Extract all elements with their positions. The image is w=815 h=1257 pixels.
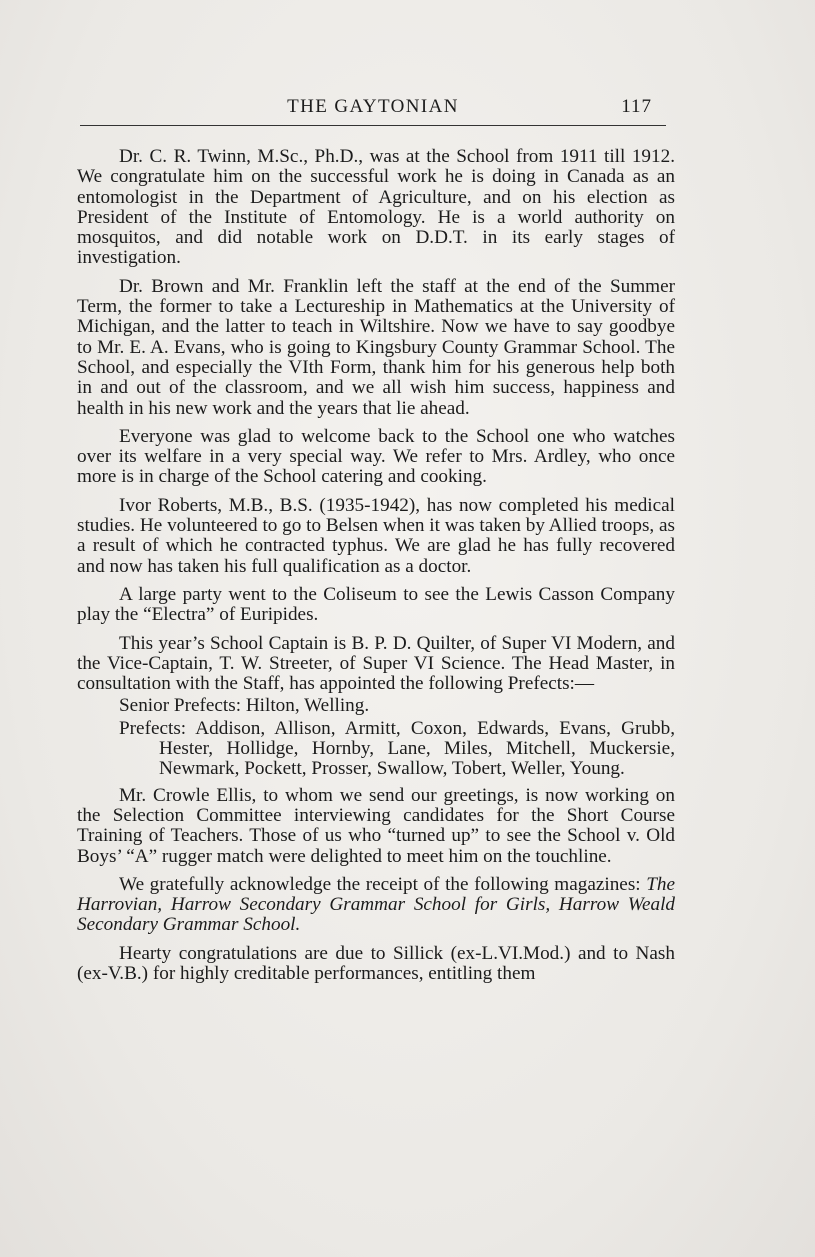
- paragraph-mrs-ardley: Everyone was glad to welcome back to the School one who watches over its welfare in a very special way. We refer to Mrs. Ardley, who once more is in charge of the School catering and cooking.: [77, 425, 675, 488]
- prefects-list: Prefects: Addison, Allison, Armitt, Coxon, Edwards, Evans, Grubb, Hester, Hollidge, Hornby, Lane, Miles, Mitchell, Muckersie, Newmark, Pockett, Prosser, Swallow, Tobert, Weller, Young.: [119, 717, 675, 780]
- paragraph-school-captain: This year’s School Captain is B. P. D. Quilter, of Super VI Modern, and the Vice-Captain, T. W. Streeter, of Super VI Science. The Head Master, in consultation with the Staff, has appointed the following Prefects:—: [77, 632, 675, 695]
- page-number: 117: [621, 96, 652, 117]
- header-rule: [80, 125, 666, 126]
- paragraph-crowle-ellis: Mr. Crowle Ellis, to whom we send our greetings, is now working on the Selection Committee interviewing candidates for the Short Course Training of Teachers. Those of us who “turned up” to see the School v. Old Boys’ “A” rugger match were delighted to meet him on the touchline.: [77, 784, 675, 867]
- paragraph-congratulations: Hearty congratulations are due to Sillick (ex-L.VI.Mod.) and to Nash (ex-V.B.) for highly creditable performances, entitling them: [77, 942, 675, 984]
- magazine-titles: The Harrovian, Harrow Secondary Grammar School for Girls, Harrow Weald Secondary Grammar School.: [77, 873, 675, 936]
- paragraph-ivor-roberts: Ivor Roberts, M.B., B.S. (1935-1942), has now completed his medical studies. He volunteered to go to Belsen when it was taken by Allied troops, as a result of which he contracted typhus. We are glad he has fully recovered and now has taken his full qualification as a doctor.: [77, 494, 675, 577]
- paragraph-staff-changes: Dr. Brown and Mr. Franklin left the staff at the end of the Summer Term, the former to take a Lectureship in Mathematics at the University of Michigan, and the latter to teach in Wiltshire. Now we have to say goodbye to Mr. E. A. Evans, who is going to Kingsbury County Grammar School. The School, and especially the VIth Form, thank him for his generous help both in and out of the classroom, and we all wish him success, happiness and health in his new work and the years that lie ahead.: [77, 275, 675, 419]
- article-body: [77, 147, 675, 992]
- page-header: [80, 92, 666, 126]
- running-title: THE GAYTONIAN: [287, 96, 459, 117]
- paragraph-magazines: [77, 875, 675, 936]
- paragraph-coliseum: A large party went to the Coliseum to see the Lewis Casson Company play the “Electra” of Euripides.: [77, 583, 675, 626]
- senior-prefects: Senior Prefects: Hilton, Welling.: [119, 695, 370, 717]
- magazines-intro: We gratefully acknowledge the receipt of the following magazines:: [119, 873, 641, 895]
- paragraph-twinn: Dr. C. R. Twinn, M.Sc., Ph.D., was at the School from 1911 till 1912. We congratulate him on the successful work he is doing in Canada as an entomologist in the Department of Agriculture, and on his election as President of the Institute of Entomology. He is a world authority on mosquitos, and did notable work on D.D.T. in its early stages of investigation.: [77, 146, 675, 269]
